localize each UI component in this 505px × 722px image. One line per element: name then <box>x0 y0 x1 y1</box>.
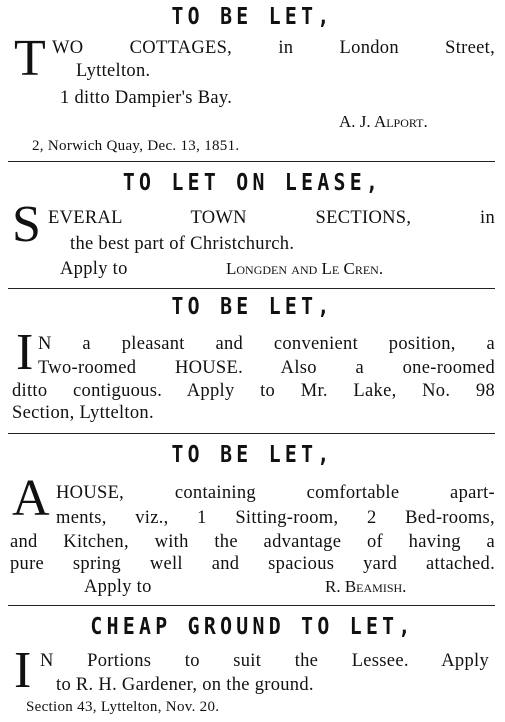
ad-2-apply-name: Longden and Le Cren. <box>226 259 384 278</box>
ad-2-drop-initial: S <box>12 196 41 253</box>
ad-1-heading: TO BE LET, <box>171 4 334 30</box>
ad-5-line-2: to R. H. Gardener, on the ground. <box>56 675 314 695</box>
ad-4-drop-initial: A <box>12 470 50 527</box>
ad-3-drop-initial: I <box>16 324 34 381</box>
ad-5-line-1: N Portions to suit the Lessee. Apply <box>40 651 489 671</box>
ad-3-line-4: Section, Lyttelton. <box>12 403 154 423</box>
ad-4-line-3: and Kitchen, with the advantage of having a <box>10 532 495 552</box>
ad-1-line-2: Lyttelton. <box>76 61 151 81</box>
ad-2-heading: TO LET ON LEASE, <box>122 170 383 196</box>
ad-4-line-4: pure spring well and spacious yard attached. <box>10 554 495 574</box>
ad-4-apply-name: R. Beamish. <box>325 577 407 596</box>
ad-4-apply-label: Apply to <box>84 577 152 597</box>
ad-1-dateline: 2, Norwich Quay, Dec. 13, 1851. <box>32 138 240 154</box>
ad-4-heading: TO BE LET, <box>171 442 334 468</box>
ad-2-apply-label: Apply to <box>60 259 128 279</box>
ad-5-drop-initial: I <box>14 642 32 699</box>
divider-rule <box>8 605 495 606</box>
ad-4-line-1: HOUSE, containing comfortable apart- <box>56 483 495 503</box>
divider-rule <box>8 433 495 434</box>
ad-3-line-2: Two-roomed HOUSE. Also a one-roomed <box>38 358 495 378</box>
ad-4-line-2: ments, viz., 1 Sitting-room, 2 Bed-rooms, <box>56 508 495 528</box>
ad-2-line-1: EVERAL TOWN SECTIONS, in <box>48 208 495 228</box>
ad-5-dateline: Section 43, Lyttelton, Nov. 20. <box>26 699 220 715</box>
ad-5-heading: CHEAP GROUND TO LET, <box>90 614 415 640</box>
divider-rule <box>8 288 495 289</box>
ad-3-line-3: ditto contiguous. Apply to Mr. Lake, No. 98 <box>12 381 495 401</box>
ad-1-line-1: WO COTTAGES, in London Street, <box>52 38 495 58</box>
ad-3-line-1: N a pleasant and convenient position, a <box>38 334 495 354</box>
ad-1-drop-initial: T <box>14 30 46 87</box>
ad-3-heading: TO BE LET, <box>171 294 334 320</box>
ad-1-line-3: 1 ditto Dampier's Bay. <box>60 88 233 108</box>
ad-2-line-2: the best part of Christchurch. <box>70 234 295 254</box>
ad-1-signature: A. J. Alport. <box>339 112 428 131</box>
divider-rule <box>8 161 495 162</box>
